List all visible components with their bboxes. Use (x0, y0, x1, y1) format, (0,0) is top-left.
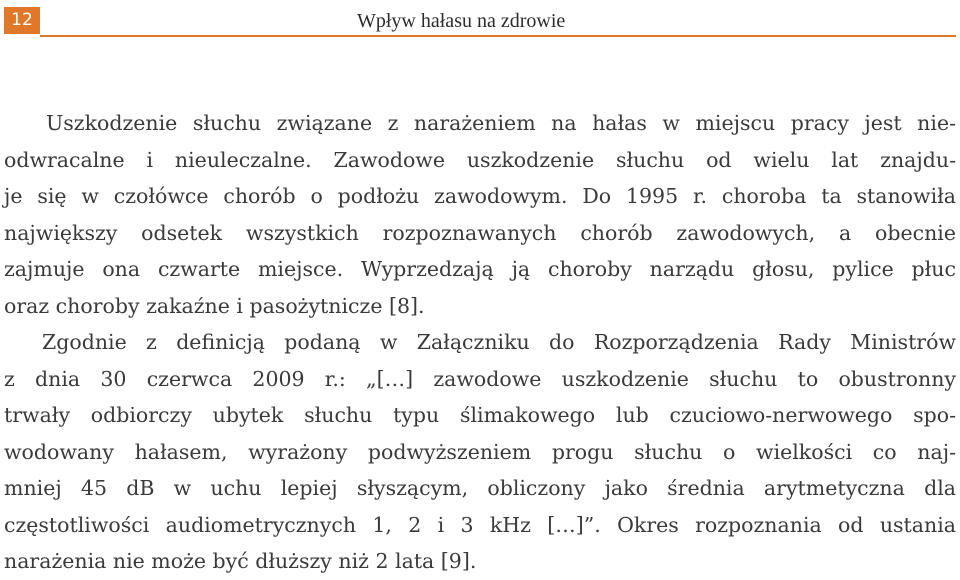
paragraph-1 (4, 105, 956, 324)
text-line: narażenia nie może być dłuższy niż 2 lata [9]. (4, 549, 477, 573)
text-line: częstotliwości audiometrycznych 1, 2 i 3 kHz […]”. Okres rozpoznania od ustania (4, 512, 956, 537)
text-line: je się w czołówce chorób o podłożu zawodowym. Do 1995 r. choroba ta stanowiła (4, 184, 956, 208)
body-text (4, 105, 956, 580)
text-line: z dnia 30 czerwca 2009 r.: „[…] zawodowe uszkodzenie słuchu to obustronny (4, 366, 956, 391)
running-title: Wpływ hałasu na zdrowie (357, 10, 566, 32)
text-line: trwały odbiorczy ubytek słuchu typu ślimakowego lub czuciowo-nerwowego spo- (4, 403, 956, 427)
text-line: zajmuje ona czwarte miejsce. Wyprzedzają ją choroby narządu głosu, pylice płuc (4, 257, 956, 281)
page-header (0, 0, 960, 44)
text-line: oraz choroby zakaźne i pasożytnicze [8]. (4, 293, 425, 318)
text-line: największy odsetek wszystkich rozpoznawanych chorób zawodowych, a obecnie (4, 220, 956, 245)
text-line: Zgodnie z definicją podaną w Załączniku do Rozporządzenia Rady Ministrów (42, 330, 956, 354)
page-number: 12 (4, 7, 40, 34)
text-line: odwracalne i nieuleczalne. Zawodowe uszkodzenie słuchu od wielu lat znajdu- (4, 147, 956, 172)
paragraph-2 (4, 324, 956, 580)
header-rule (40, 35, 956, 37)
text-line: Uszkodzenie słuchu związane z narażeniem na hałas w miejscu pracy jest nie- (46, 111, 956, 135)
text-line: mniej 45 dB w uchu lepiej słyszącym, obliczony jako średnia arytmetyczna dla (4, 476, 956, 500)
text-line: wodowany hałasem, wyrażony podwyższeniem progu słuchu o wielkości co naj- (4, 439, 956, 464)
